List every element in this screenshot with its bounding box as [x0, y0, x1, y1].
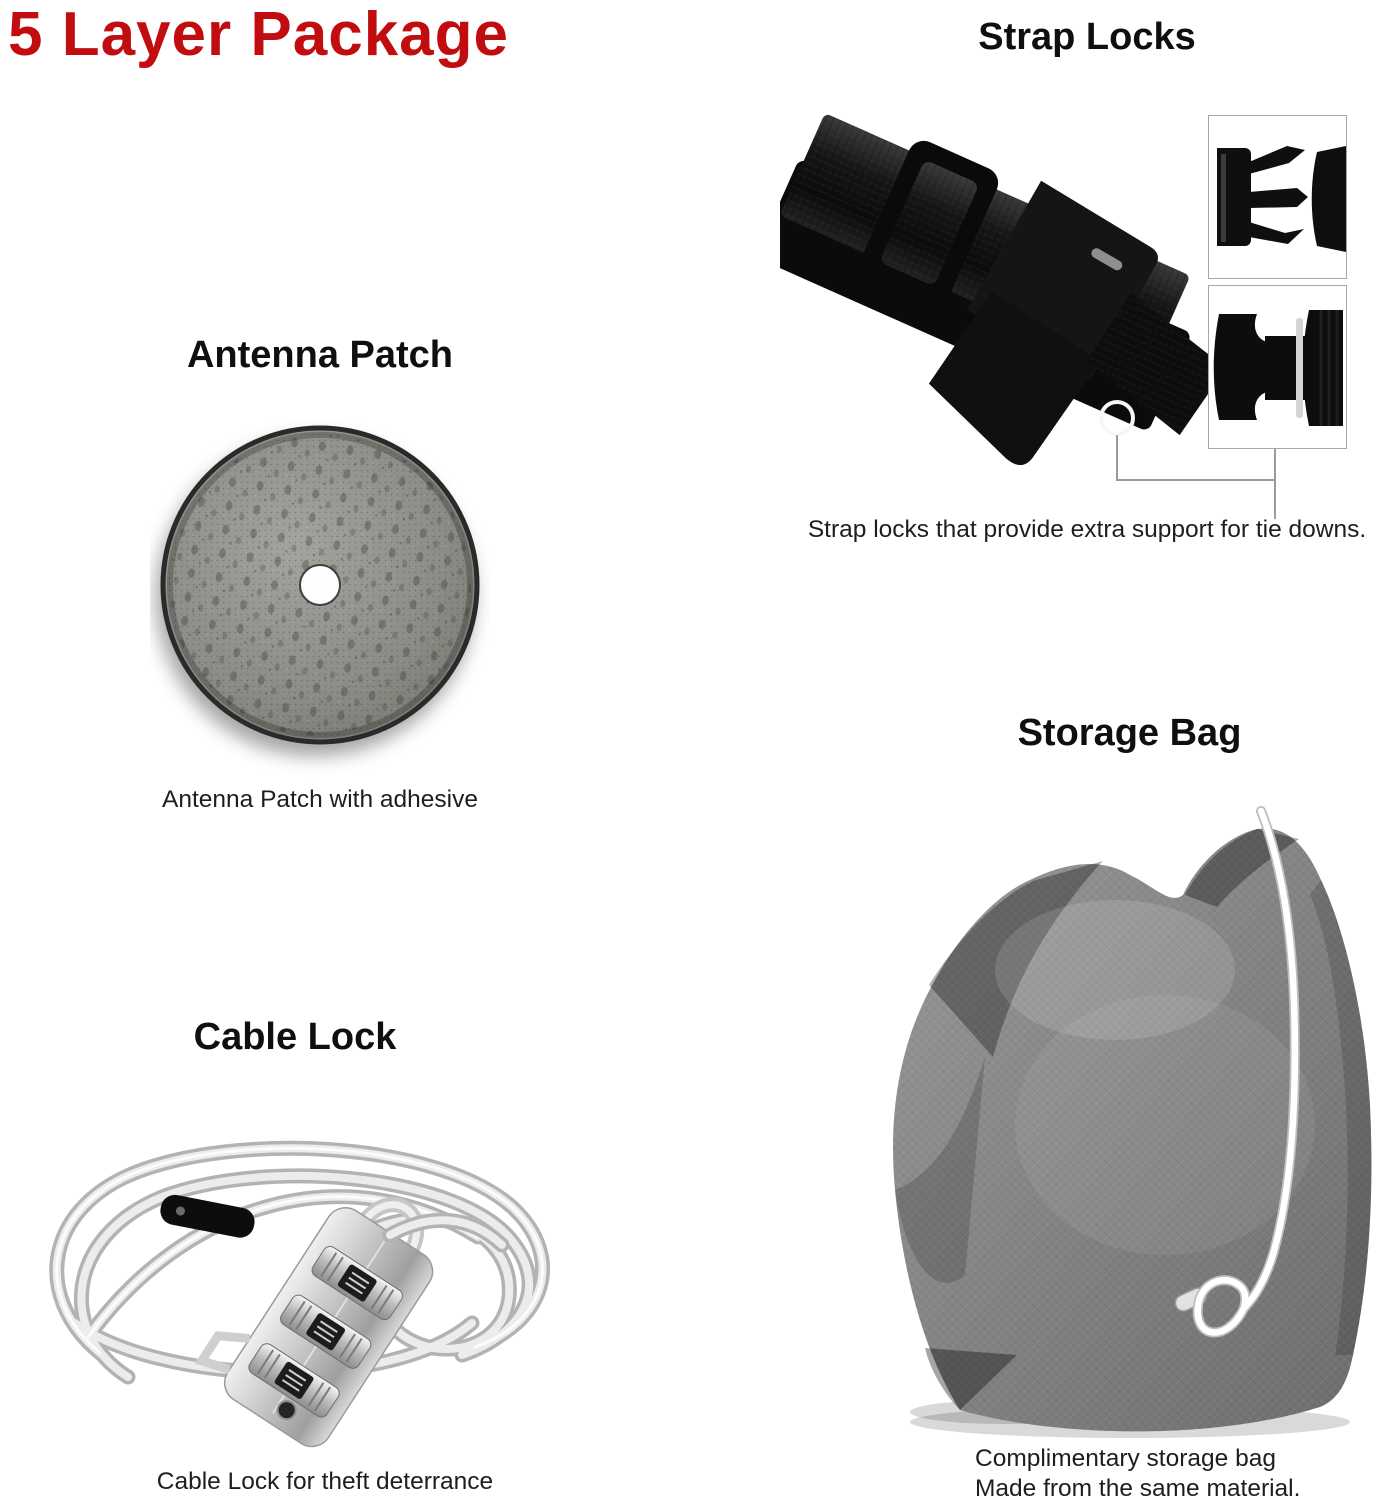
buckle-closed-closeup-image [1209, 286, 1346, 448]
page-title: 5 Layer Package [8, 0, 510, 69]
strap-locks-caption: Strap locks that provide extra support for tie downs. [807, 516, 1367, 543]
cable-lock-caption: Cable Lock for theft deterrance [156, 1468, 494, 1495]
buckle-open-inset [1208, 115, 1347, 279]
storage-bag-photo [865, 795, 1394, 1445]
antenna-patch-heading: Antenna Patch [186, 334, 454, 376]
buckle-open-closeup-image [1209, 116, 1346, 278]
cable-lock-photo [10, 1085, 580, 1460]
storage-bag-caption-line1: Complimentary storage bag [975, 1445, 1276, 1472]
antenna-patch-caption: Antenna Patch with adhesive [162, 786, 478, 813]
strap-locks-heading: Strap Locks [978, 16, 1196, 58]
storage-bag-caption-line2: Made from the same material. [975, 1475, 1301, 1500]
cable-lock-heading: Cable Lock [193, 1016, 397, 1058]
buckle-closed-inset [1208, 285, 1347, 449]
storage-bag-heading: Storage Bag [1017, 712, 1242, 754]
storage-bag-caption [975, 1444, 1300, 1500]
antenna-patch-photo [150, 415, 490, 785]
